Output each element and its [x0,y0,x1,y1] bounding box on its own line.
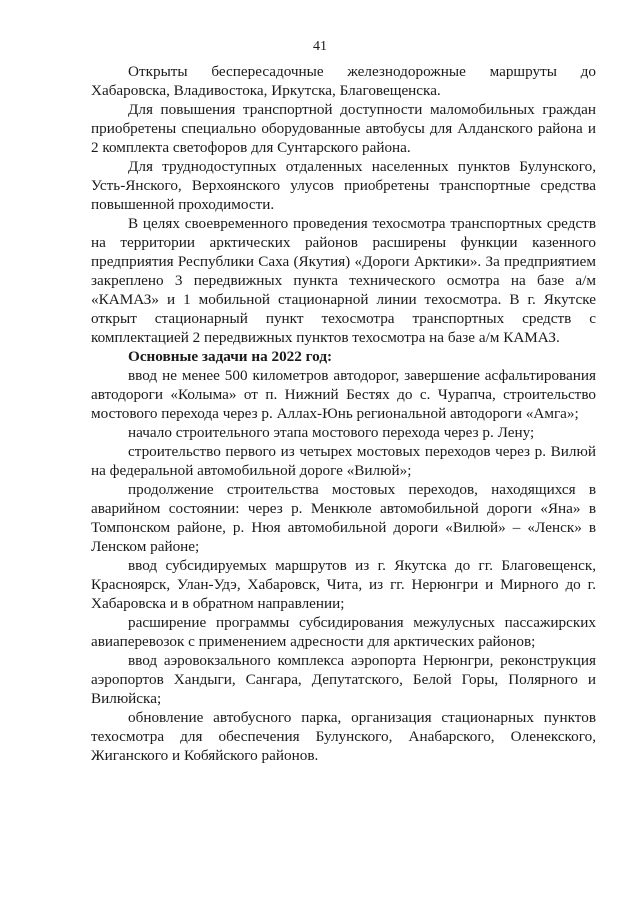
task-item: начало строительного этапа мостового перехода через р. Лену; [128,424,535,441]
task-item: продолжение строительства мостовых переходов, находящихся в аварийном состоянии: через р. Менкюле автомобильной дороги «Яна» в Томпонском районе, р. Нюя автомобильной дороги «Вилюй» – «Ленск» в Ленском районе; [91,481,596,555]
task-item: ввод аэровокзального комплекса аэропорта Нерюнгри, реконструкция аэропортов Хандыги, Сангара, Депутатского, Белой Горы, Полярного и Вилюйска; [91,652,596,707]
paragraph-low-mobility-buses: Для повышения транспортной доступности маломобильных граждан приобретены специально оборудованные автобусы для Алданского района и 2 комплекта светофоров для Сунтарского района. [91,101,596,156]
task-item: расширение программы субсидирования межулусных пассажирских авиаперевозок с применением адресности для арктических районов; [91,614,596,650]
task-item: строительство первого из четырех мостовых переходов через р. Вилюй на федеральной автомобильной дороге «Вилюй»; [91,443,596,479]
task-item: ввод субсидируемых маршрутов из г. Якутска до гг. Благовещенск, Красноярск, Улан-Удэ, Хабаровск, Чита, из гг. Нерюнгри и Мирного до г. Хабаровска и в обратном направлении; [91,557,596,612]
page-number: 41 [313,39,327,54]
tasks-heading: Основные задачи на 2022 год: [128,348,333,365]
paragraph-vehicle-inspection: В целях своевременного проведения техосмотра транспортных средств на территории арктических районов расширены функции казенного предприятия Республики Саха (Якутия) «Дороги Арктики». За предприятием закреплено 3 передвижных пункта технического осмотра на базе а/м «КАМАЗ» и 1 мобильной стационарной линии техосмотра. В г. Якутске открыт стационарный пункт техосмотра транспортных средств с комплектацией 2 передвижных пунктов техосмотра на базе а/м КАМАЗ. [91,215,596,346]
paragraph-remote-vehicles: Для труднодоступных отдаленных населенных пунктов Булунского, Усть-Янского, Верхоянского улусов приобретены транспортные средства повышенной проходимости. [91,158,596,213]
task-item: ввод не менее 500 километров автодорог, завершение асфальтирования автодороги «Колыма» от п. Нижний Бестях до с. Чурапча, строительство мостового перехода через р. Аллах-Юнь региональной автодороги «Амга»; [91,367,596,422]
task-item: обновление автобусного парка, организация стационарных пунктов техосмотра для обеспечения Булунского, Анабарского, Оленекского, Жиганского и Кобяйского районов. [91,709,596,764]
paragraph-railway-routes: Открыты беспересадочные железнодорожные маршруты до Хабаровска, Владивостока, Иркутска, Благовещенска. [91,63,596,99]
body-text [91,62,596,765]
